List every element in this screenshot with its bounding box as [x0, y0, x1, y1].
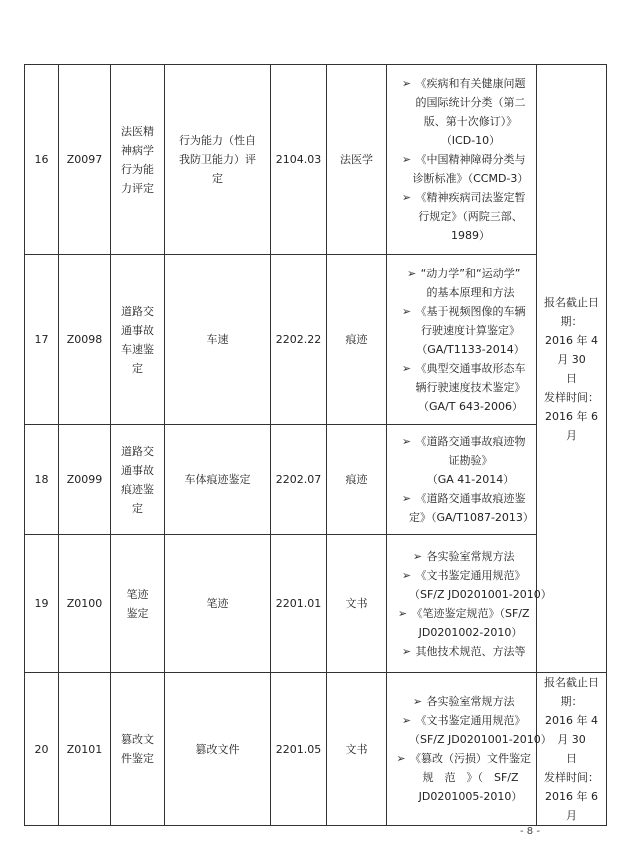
standard-line [391, 489, 532, 508]
standard-line [391, 207, 532, 226]
standard-line [391, 711, 532, 730]
project-name-line: 力评定 [121, 181, 154, 195]
note-line: 2016 年 6 月 [545, 790, 598, 822]
sub-item-line: 篡改文件 [195, 742, 240, 756]
standard-text: 《精神疾病司法鉴定暂 [415, 191, 526, 204]
table-row [25, 535, 607, 673]
standard-line [391, 93, 532, 112]
standard-line [391, 74, 532, 93]
standards-cell [387, 255, 537, 425]
standard-line [391, 585, 552, 604]
registration-note [537, 65, 607, 673]
arrow-bullet-icon: ➢ [401, 361, 412, 375]
standard-line [391, 730, 552, 749]
sub-item [165, 535, 271, 673]
note-line: 发样时间： [544, 390, 599, 404]
category-number: 2201.01 [271, 535, 327, 673]
sub-item [165, 255, 271, 425]
project-name [111, 65, 165, 255]
table-row [25, 425, 607, 535]
note-line: 报名截止日期： [544, 295, 599, 328]
standard-line [391, 566, 532, 585]
standard-text: 《篡改（污损）文件鉴定 [410, 752, 531, 765]
arrow-bullet-icon: ➢ [401, 191, 412, 204]
table-row [25, 673, 607, 826]
standard-text: “动力学”和“运动学” [420, 266, 521, 280]
standard-text: 的基本原理和方法 [426, 285, 515, 299]
standards-cell [387, 425, 537, 535]
row-number: 18 [25, 425, 59, 535]
standard-line [391, 340, 532, 359]
standard-text: 《中国精神障碍分类与 [415, 153, 526, 166]
project-name-line: 行为能 [121, 162, 154, 176]
standard-line [391, 112, 532, 131]
standards-cell [387, 673, 552, 826]
note-line: 报名截止日期： [544, 676, 599, 708]
project-name-line: 道路交 [121, 444, 154, 458]
row-number: 17 [25, 255, 59, 425]
standard-line [391, 432, 532, 451]
arrow-bullet-icon: ➢ [412, 549, 423, 563]
sub-item-line: 笔迹 [206, 597, 229, 610]
standard-text: 其他技术规范、方法等 [415, 644, 526, 658]
standard-line [391, 692, 532, 711]
category-name: 文书 [327, 535, 387, 673]
standard-text: （GA 41-2014） [426, 473, 515, 486]
standard-text: 各实验室常规方法 [426, 695, 515, 708]
row-number: 19 [25, 535, 59, 673]
project-name-line: 笔迹 [126, 587, 149, 601]
arrow-bullet-icon: ➢ [401, 435, 412, 448]
note-line: 2016 年 4 月 30 [545, 333, 598, 366]
project-name-line: 件鉴定 [121, 752, 154, 765]
arrow-bullet-icon: ➢ [401, 492, 412, 505]
project-name-line: 法医精 [121, 124, 154, 138]
standard-text: 辆行驶速度技术鉴定》 [415, 380, 526, 394]
arrow-bullet-icon: ➢ [401, 153, 412, 166]
standard-line [391, 188, 532, 207]
item-code: Z0101 [59, 673, 111, 826]
standard-text: 《道路交通事故痕迹物 [415, 435, 526, 448]
note-line: 发样时间： [544, 771, 599, 784]
project-name-line: 道路交 [121, 304, 154, 318]
item-code: Z0098 [59, 255, 111, 425]
project-name-line: 篡改文 [121, 733, 154, 746]
sub-item-line: 定 [212, 172, 223, 185]
standard-line [391, 169, 532, 188]
project-name-line: 车速鉴 [121, 342, 154, 356]
sub-item [165, 425, 271, 535]
standard-text: （GA/T1133-2014） [416, 342, 525, 356]
standard-text: 定》（GA/T1087-2013） [409, 511, 534, 524]
arrow-bullet-icon: ➢ [396, 752, 406, 765]
standard-line [391, 264, 532, 283]
standard-line [391, 150, 532, 169]
standards-cell [387, 65, 537, 255]
standard-line [391, 451, 532, 470]
sub-item [165, 65, 271, 255]
standard-text: 的国际统计分类（第二 [415, 96, 526, 109]
standard-line [391, 642, 532, 661]
item-code: Z0099 [59, 425, 111, 535]
arrow-bullet-icon: ➢ [401, 644, 412, 658]
category-name: 文书 [327, 673, 387, 826]
standard-text: （SF/Z JD0201001-2010） [409, 587, 552, 601]
project-name-line: 定 [132, 501, 143, 515]
standard-text: JD0201002-2010） [418, 625, 523, 639]
page-number: - 8 - [520, 826, 540, 837]
standard-line [391, 768, 532, 787]
standard-line [391, 508, 532, 527]
note-line: 日 [566, 371, 577, 385]
standard-text: JD0201005-2010） [418, 790, 523, 803]
standard-line [391, 283, 532, 302]
table-row [25, 255, 607, 425]
standard-text: 证勘验》 [448, 454, 493, 467]
standard-text: 《文书鉴定通用规范》 [415, 568, 526, 582]
standard-text: （GA/T 643-2006） [418, 399, 523, 413]
standard-text: 版、第十次修订）》 [423, 115, 518, 128]
standard-text: （ICD-10） [440, 134, 501, 147]
standard-text: 1989） [451, 229, 490, 242]
category-name: 痕迹 [327, 425, 387, 535]
project-name-line: 通事故 [121, 463, 154, 477]
sub-item-line: 行为能力（性自 [179, 134, 256, 147]
standard-text: 规 范 》（ SF/Z [422, 771, 519, 784]
standard-text: 《笔迹鉴定规范》（SF/Z [411, 606, 530, 620]
category-name: 痕迹 [327, 255, 387, 425]
standard-line [391, 604, 532, 623]
standard-line [391, 623, 532, 642]
project-name [111, 255, 165, 425]
row-number: 20 [25, 673, 59, 826]
table-row [25, 65, 607, 255]
standard-line [391, 749, 532, 768]
standard-text: 诊断标准》（CCMD-3） [412, 172, 529, 185]
standard-line [391, 378, 532, 397]
project-name-line: 通事故 [121, 323, 154, 337]
note-line: 2016 年 6 月 [545, 409, 598, 442]
standard-line [391, 302, 532, 321]
item-code: Z0100 [59, 535, 111, 673]
standard-line [391, 226, 532, 245]
standard-text: 行规定》（两院三部、 [418, 210, 523, 223]
project-name [111, 673, 165, 826]
standard-text: 各实验室常规方法 [426, 549, 515, 563]
item-code: Z0097 [59, 65, 111, 255]
standard-text: 《疾病和有关健康问题 [415, 77, 526, 90]
category-number: 2202.07 [271, 425, 327, 535]
standard-text: 《基于视频图像的车辆 [415, 304, 526, 318]
standard-text: 行驶速度计算鉴定》 [421, 323, 520, 337]
project-name-line: 神病学 [121, 143, 154, 157]
registration-note [537, 673, 607, 826]
arrow-bullet-icon: ➢ [401, 304, 412, 318]
arrow-bullet-icon: ➢ [401, 568, 412, 582]
standard-line [391, 787, 532, 806]
standards-cell [387, 535, 552, 673]
category-number: 2104.03 [271, 65, 327, 255]
standard-line [391, 359, 532, 378]
standard-text: 《典型交通事故形态车 [415, 361, 526, 375]
standard-text: 《道路交通事故痕迹鉴 [415, 492, 526, 505]
project-name [111, 425, 165, 535]
standard-line [391, 470, 532, 489]
arrow-bullet-icon: ➢ [406, 266, 417, 280]
category-number: 2201.05 [271, 673, 327, 826]
project-name-line: 痕迹鉴 [121, 482, 154, 496]
note-line: 2016 年 4 月 30 [545, 714, 598, 746]
project-name [111, 535, 165, 673]
arrow-bullet-icon: ➢ [401, 714, 412, 727]
sub-item-line: 我防卫能力）评 [179, 153, 256, 166]
project-name-line: 鉴定 [126, 606, 149, 620]
arrow-bullet-icon: ➢ [412, 695, 423, 708]
project-name-line: 定 [132, 361, 143, 375]
standard-line [391, 397, 532, 416]
sub-item-line: 车体痕迹鉴定 [184, 473, 251, 486]
note-line: 日 [566, 752, 577, 765]
standard-text: （SF/Z JD0201001-2010） [409, 733, 552, 746]
sub-item-line: 车速 [206, 333, 229, 346]
standards-table [24, 64, 607, 826]
category-name: 法医学 [327, 65, 387, 255]
sub-item [165, 673, 271, 826]
category-number: 2202.22 [271, 255, 327, 425]
standard-text: 《文书鉴定通用规范》 [415, 714, 526, 727]
standard-line [391, 321, 532, 340]
arrow-bullet-icon: ➢ [397, 606, 408, 620]
row-number: 16 [25, 65, 59, 255]
arrow-bullet-icon: ➢ [401, 77, 412, 90]
standard-line [391, 547, 532, 566]
standard-line [391, 131, 532, 150]
